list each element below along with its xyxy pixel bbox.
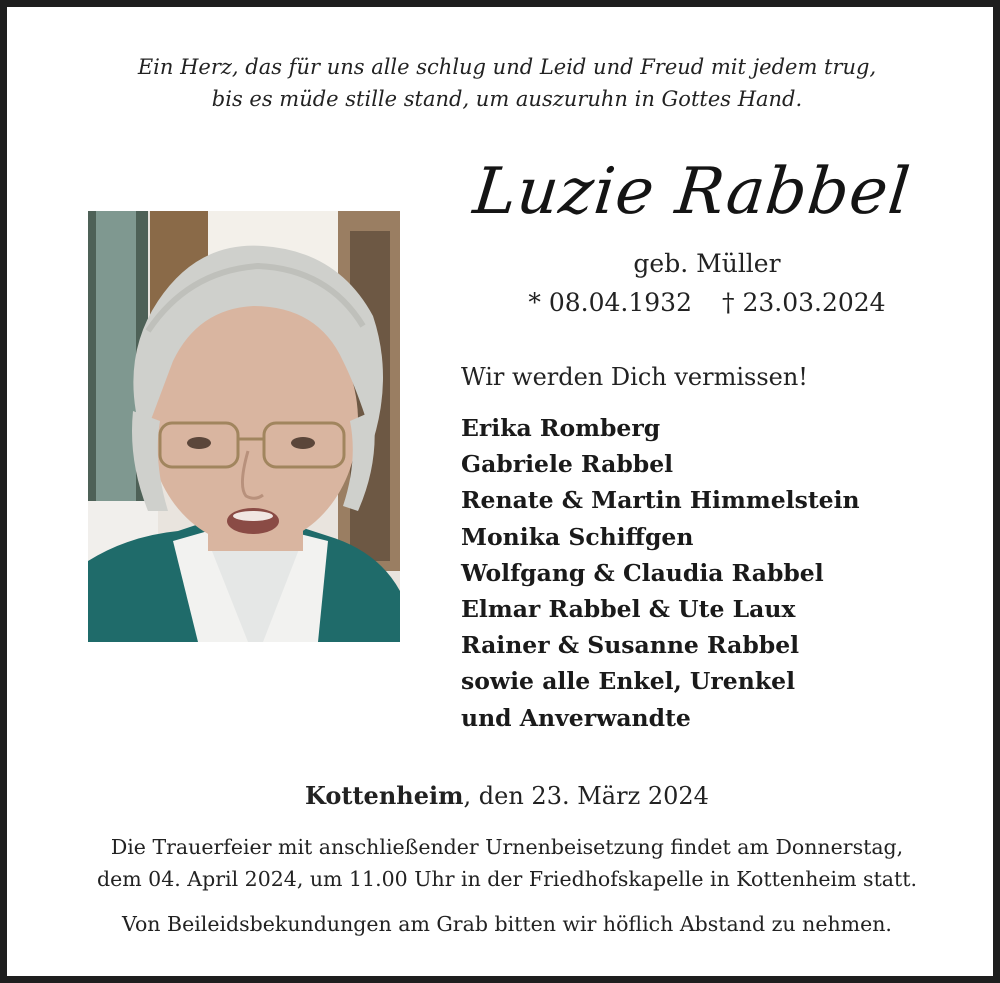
farewell-message: Wir werden Dich vermissen! [461, 363, 808, 391]
birth-date: * 08.04.1932 [528, 288, 692, 317]
mourner-item: Gabriele Rabbel [461, 450, 674, 479]
mourner-item: Monika Schiffgen [461, 522, 694, 551]
mourner-item: Elmar Rabbel & Ute Laux [461, 595, 796, 624]
life-dates [447, 286, 967, 320]
ceremony-info [7, 831, 1000, 895]
mourner-item: und Anverwandte [461, 703, 691, 732]
place-name: Kottenheim [305, 781, 464, 810]
mourners-list [461, 410, 860, 736]
condolence-note: Von Beileidsbekundungen am Grab bitten wir höflich Abstand zu nehmen. [122, 912, 892, 936]
mourner-item: Wolfgang & Claudia Rabbel [461, 558, 824, 587]
notice-date: , den 23. März 2024 [463, 782, 709, 810]
mourner-item: Rainer & Susanne Rabbel [461, 631, 800, 660]
verse-line-2: bis es müde stille stand, um auszuruhn in Gottes Hand. [211, 87, 803, 111]
birth-name: geb. Müller [633, 249, 781, 278]
portrait-photo [88, 211, 400, 642]
ceremony-line-1: Die Trauerfeier mit anschließender Urnenbeisetzung findet am Donnerstag, [110, 835, 904, 859]
mourner-item: sowie alle Enkel, Urenkel [461, 667, 796, 696]
place-and-date [7, 779, 1000, 813]
verse-line-1: Ein Herz, das für uns alle schlug und Leid und Freud mit jedem trug, [137, 55, 877, 79]
ceremony-line-2: dem 04. April 2024, um 11.00 Uhr in der Friedhofskapelle in Kottenheim statt. [96, 867, 918, 891]
mourner-item: Renate & Martin Himmelstein [461, 486, 860, 515]
death-date: † 23.03.2024 [722, 288, 886, 317]
deceased-name: Luzie Rabbel [470, 155, 914, 229]
mourner-item: Erika Romberg [461, 414, 661, 442]
